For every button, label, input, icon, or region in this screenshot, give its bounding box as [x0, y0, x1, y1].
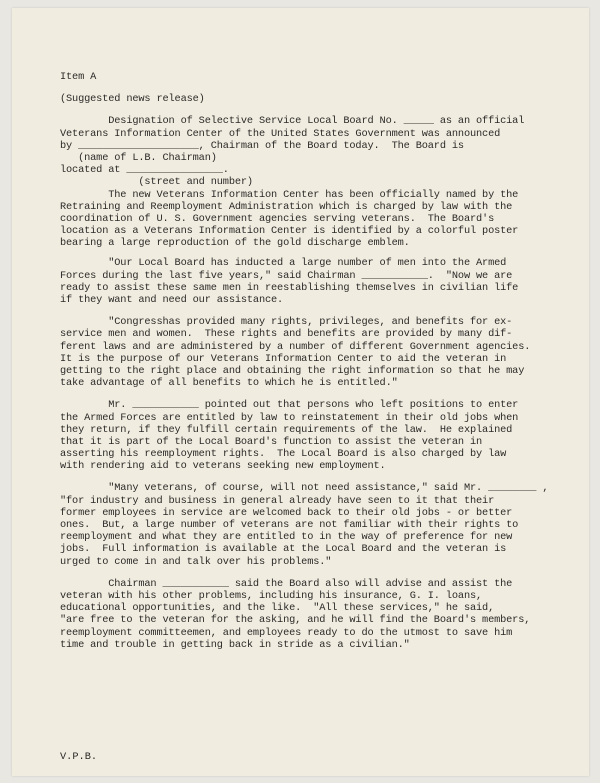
paragraph-line: "are free to the veteran for the asking, and he will find the Board's members,	[60, 614, 531, 627]
paragraph-line: "for industry and business in general already have seen to it that their	[60, 494, 495, 507]
paragraph-line: reemployment and what they are entitled to in the way of preference for new	[60, 531, 513, 544]
paragraph-line: "Many veterans, of course, will not need assistance," said Mr. ________ ,	[60, 482, 549, 495]
paragraph-line: ready to assist these same men in reestablishing themselves in civilian life	[60, 281, 519, 294]
paragraph-line: Retraining and Reemployment Administration which is charged by law with the	[60, 200, 513, 213]
paragraph-line: asserting his reemployment rights. The Local Board is also charged by law	[60, 448, 507, 461]
paragraph-line: "Congresshas provided many rights, privileges, and benefits for ex-	[60, 316, 513, 329]
paragraph-line: coordination of U. S. Government agencies serving veterans. The Board's	[60, 212, 495, 225]
paragraph-line: with rendering aid to veterans seeking new employment.	[60, 460, 386, 473]
paragraph-line: time and trouble in getting back in stride as a civilian."	[60, 638, 410, 651]
paragraph	[60, 578, 535, 651]
paragraph-line: they return, if they fulfill certain requirements of the law. He explained	[60, 423, 513, 436]
paragraph-line: reemployment committeemen, and employees ready to do the utmost to save him	[60, 626, 513, 639]
document-page	[12, 8, 589, 776]
paragraph-line: the Armed Forces are entitled by law to reinstatement in their old jobs when	[60, 411, 519, 424]
paragraph-line: that it is part of the Local Board's function to assist the veteran in	[60, 435, 483, 448]
paragraph-line: ferent laws and are administered by a number of different Government agencies.	[60, 340, 531, 353]
paragraph-line: urged to come in and talk over his problems."	[60, 555, 332, 568]
paragraph-line: getting to the right place and obtaining the right information so that he may	[60, 364, 525, 377]
paragraph-line: veteran with his other problems, including his insurance, G. I. loans,	[60, 589, 483, 602]
paragraph-line: if they want and need our assistance.	[60, 294, 284, 306]
paragraph-line: Mr. ___________ pointed out that persons who left positions to enter	[60, 399, 519, 412]
paragraph-line: Chairman ___________ said the Board also will advise and assist the	[60, 577, 513, 590]
paragraph	[60, 399, 535, 472]
paragraph-line: bearing a large reproduction of the gold discharge emblem.	[60, 237, 410, 250]
paragraph	[60, 316, 535, 389]
paragraph	[60, 482, 549, 568]
release-note: (Suggested news release)	[60, 93, 205, 106]
paragraph-line: take advantage of all benefits to which he is entitled."	[60, 377, 398, 390]
paragraph-line: Forces during the last five years," said Chairman ___________. "Now we are	[60, 269, 513, 282]
paragraph-line: Veterans Information Center of the United States Government was announced	[60, 127, 501, 140]
paragraph	[60, 257, 535, 306]
paragraph-line: "Our Local Board has inducted a large number of men into the Armed	[60, 257, 507, 270]
paragraph-line: ones. But, a large number of veterans are not familiar with their rights to	[60, 519, 519, 531]
paragraph-line: jobs. Full information is available at the Local Board and the veteran is	[60, 543, 507, 556]
paragraph-line: by ____________________, Chairman of the Board today. The Board is	[60, 139, 464, 152]
paragraph-line: location as a Veterans Information Center is identified by a colorful poster	[60, 225, 519, 238]
paragraph-line: located at ________________.	[60, 164, 229, 177]
paragraph-line: Designation of Selective Service Local Board No. _____ as an official	[60, 115, 525, 128]
paragraph-line: (name of L.B. Chairman)	[60, 151, 217, 164]
paragraph-line: (street and number)	[60, 176, 253, 189]
paragraph-line: educational opportunities, and the like. "All these services," he said,	[60, 602, 495, 615]
paragraph	[60, 115, 535, 249]
paragraph-line: The new Veterans Information Center has been officially named by the	[60, 188, 519, 201]
document-body	[60, 71, 549, 651]
paragraph-line: It is the purpose of our Veterans Information Center to aid the veteran in	[60, 352, 507, 365]
footer-initials: V.P.B.	[60, 751, 98, 763]
paragraphs	[60, 115, 549, 651]
item-label: Item A	[60, 71, 97, 83]
paragraph-line: service men and women. These rights and benefits are provided by many dif-	[60, 328, 513, 341]
paragraph-line: former employees in service are welcomed back to their old jobs - or better	[60, 506, 513, 519]
